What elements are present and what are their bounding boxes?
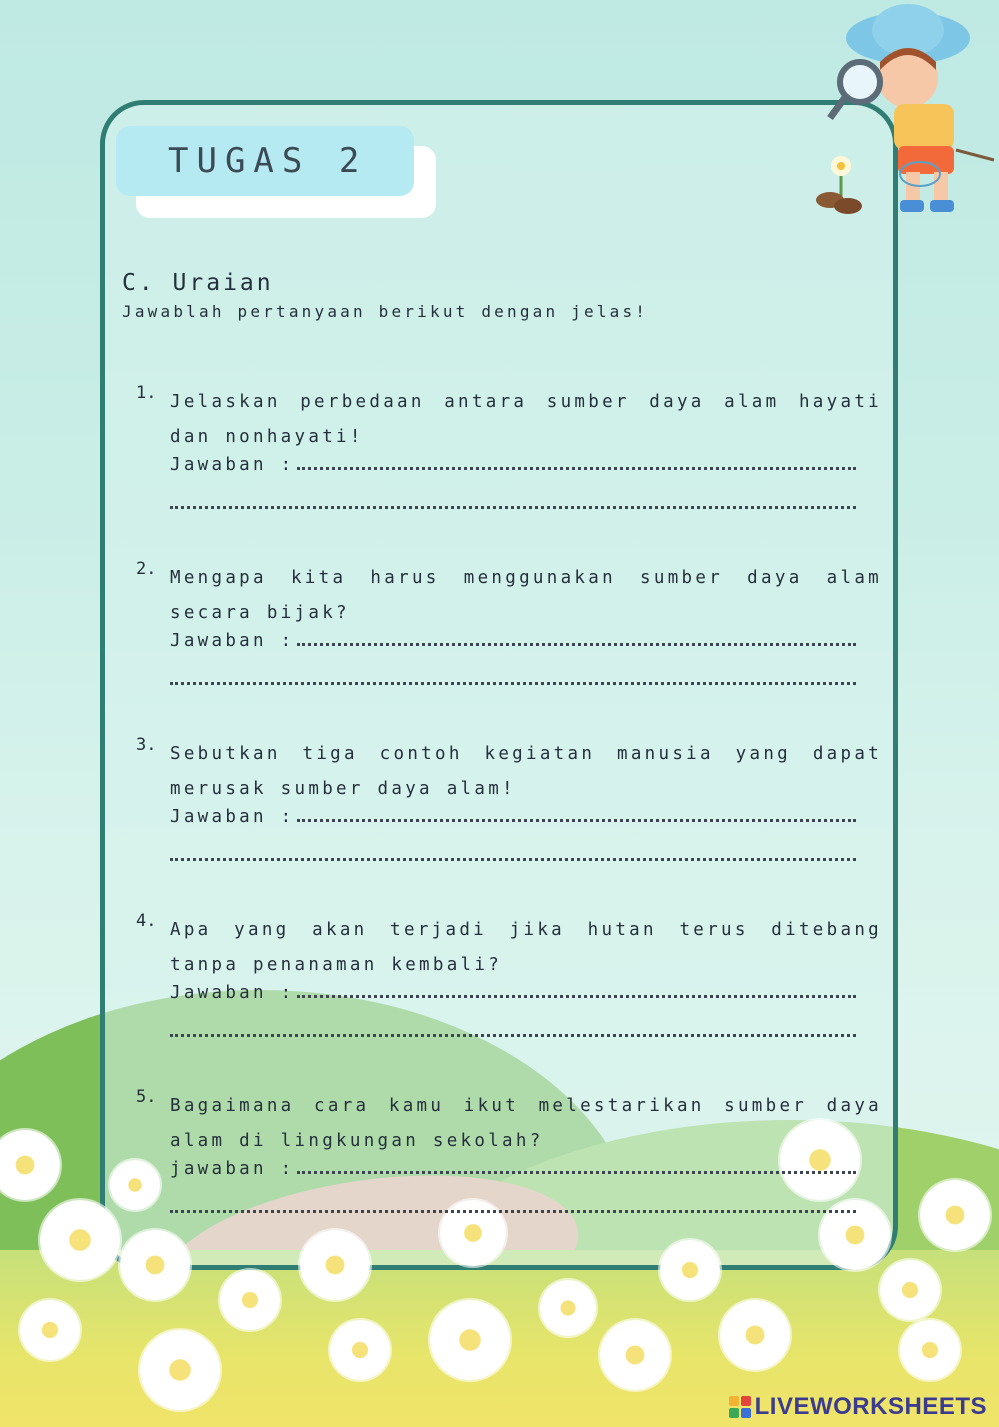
answer-row[interactable] [170, 631, 882, 665]
question-text: Sebutkan tiga contoh kegiatan manusia yang dapat merusak sumber daya alam! [170, 744, 882, 799]
logo-text: LIVEWORKSHEETS [754, 1393, 987, 1420]
flower-decoration [720, 1300, 790, 1370]
flower-decoration [220, 1270, 280, 1330]
question-number: 2. [136, 559, 157, 579]
answer-row[interactable] [170, 983, 882, 1017]
flower-decoration [120, 1230, 190, 1300]
question-text: Bagaimana cara kamu ikut melestarikan sumber daya alam di lingkungan sekolah? [170, 1096, 882, 1151]
flower-decoration [20, 1300, 80, 1360]
flower-decoration [540, 1280, 596, 1336]
question-5 [136, 1089, 882, 1213]
section-heading: C. Uraian [122, 270, 274, 296]
answer-line-continued[interactable] [170, 665, 856, 685]
answer-line-continued[interactable] [170, 1017, 856, 1037]
flower-decoration [660, 1240, 720, 1300]
answer-label: Jawaban : [170, 631, 295, 651]
flower-decoration [900, 1320, 960, 1380]
question-number: 1. [136, 383, 157, 403]
flower-decoration [880, 1260, 940, 1320]
answer-label: Jawaban : [170, 983, 295, 1003]
question-text: Jelaskan perbedaan antara sumber daya alam hayati dan nonhayati! [170, 392, 882, 447]
question-1 [136, 385, 882, 509]
question-text: Mengapa kita harus menggunakan sumber daya alam secara bijak? [170, 568, 882, 623]
question-number: 3. [136, 735, 157, 755]
answer-line[interactable] [297, 984, 856, 998]
boy-with-magnifier-illustration [808, 0, 999, 216]
answer-line[interactable] [297, 456, 856, 470]
section-instruction: Jawablah pertanyaan berikut dengan jelas! [122, 302, 649, 321]
flower-decoration [40, 1200, 120, 1280]
question-number: 4. [136, 911, 157, 931]
answer-label: Jawaban : [170, 455, 295, 475]
question-4 [136, 913, 882, 1037]
answer-line-continued[interactable] [170, 1193, 856, 1213]
answer-row[interactable] [170, 1159, 882, 1193]
flower-decoration [920, 1180, 990, 1250]
flower-decoration [430, 1300, 510, 1380]
answer-row[interactable] [170, 455, 882, 489]
answer-row[interactable] [170, 807, 882, 841]
question-2 [136, 561, 882, 685]
answer-line-continued[interactable] [170, 489, 856, 509]
question-text: Apa yang akan terjadi jika hutan terus ditebang tanpa penanaman kembali? [170, 920, 882, 975]
logo-mark-icon [729, 1396, 751, 1418]
page-title: TUGAS 2 [168, 141, 368, 181]
question-3 [136, 737, 882, 861]
flower-decoration [140, 1330, 220, 1410]
flower-decoration [600, 1320, 670, 1390]
answer-line[interactable] [297, 632, 856, 646]
title-box [116, 126, 414, 196]
flower-decoration [330, 1320, 390, 1380]
answer-label: Jawaban : [170, 807, 295, 827]
answer-line[interactable] [297, 808, 856, 822]
question-number: 5. [136, 1087, 157, 1107]
answer-line[interactable] [297, 1160, 856, 1174]
liveworksheets-logo[interactable] [729, 1393, 987, 1421]
answer-line-continued[interactable] [170, 841, 856, 861]
answer-label: jawaban : [170, 1159, 295, 1179]
flower-decoration [300, 1230, 370, 1300]
